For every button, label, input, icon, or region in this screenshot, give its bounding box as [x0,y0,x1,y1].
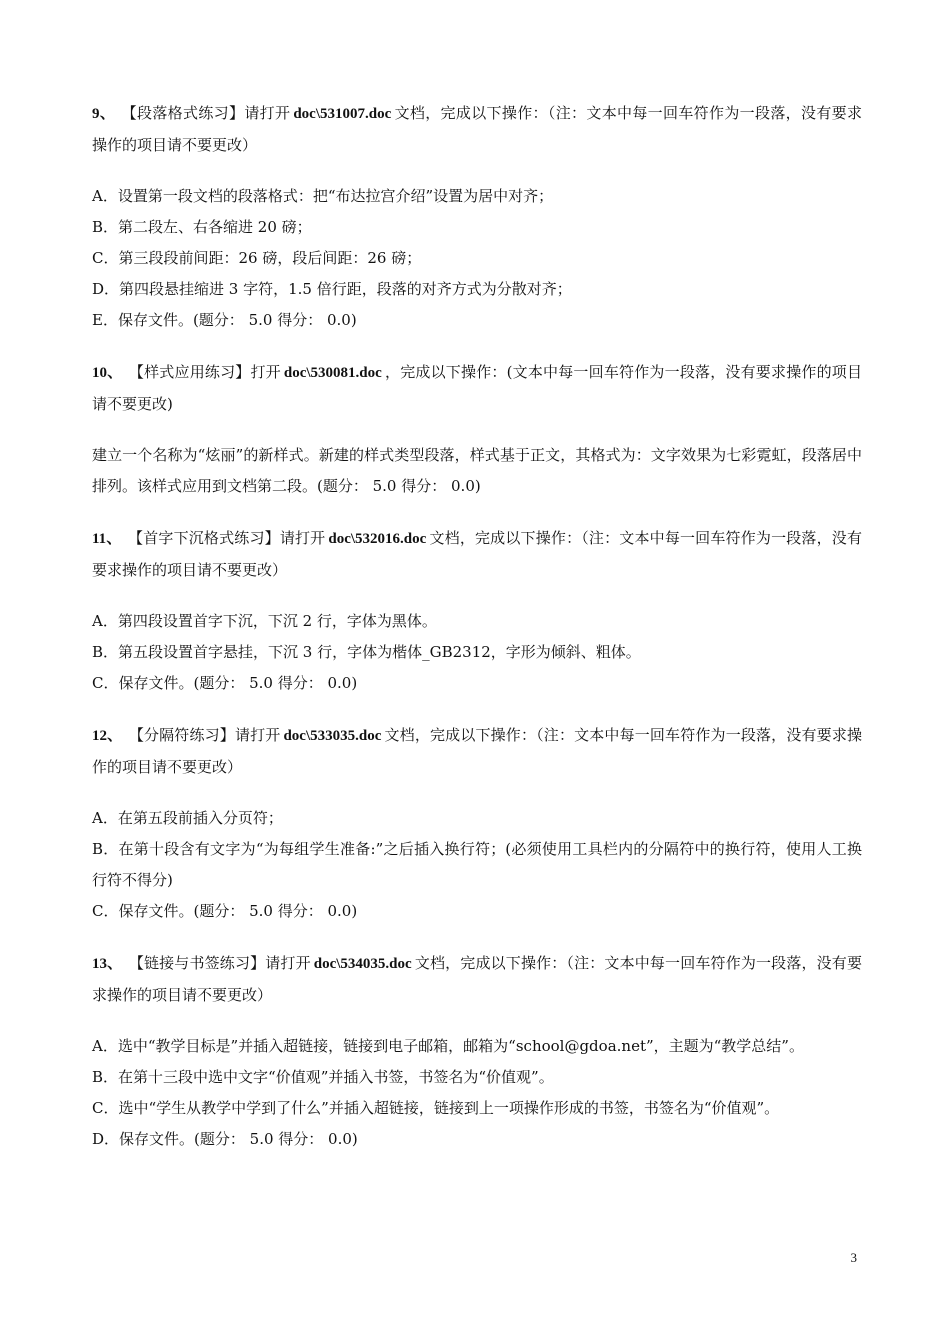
question-file: doc\532016.doc [328,531,427,547]
list-item: A．选中“教学目标是”并插入超链接，链接到电子邮箱，邮箱为“school@gdoa.net”，主题为“教学总结”。 [92,1037,804,1055]
question-number: 9、 [92,106,116,122]
question-file: doc\531007.doc [293,106,392,122]
question-9 [92,98,862,336]
list-item: D．第四段悬挂缩进 3 字符，1.5 倍行距，段落的对齐方式为分散对齐； [92,280,572,298]
question-13 [92,948,862,1155]
document-page [92,98,862,1155]
list-item: C．选中“学生从教学中学到了什么”并插入超链接，链接到上一项操作形成的书签，书签名为“价值观”。 [92,1099,780,1117]
list-item: B．第五段设置首字悬挂，下沉 3 行，字体为楷体_GB2312，字形为倾斜、粗体。 [92,643,641,661]
list-item: 建立一个名称为“炫丽”的新样式。新建的样式类型段落，样式基于正文，其格式为：文字效果为七彩霓虹，段落居中排列。该样式应用到文档第二段。(题分： 5.0 得分： 0.0) [92,446,862,495]
question-tag: 【链接与书签练习】请打开 [136,954,311,972]
question-tag: 【段落格式练习】请打开 [129,104,291,122]
list-item: B．在第十段含有文字为“为每组学生准备:”之后插入换行符；(必须使用工具栏内的分隔符中的换行符，使用人工换行符不得分) [92,840,862,889]
list-item: B．第二段左、右各缩进 20 磅； [92,218,312,236]
list-item: C．保存文件。(题分： 5.0 得分： 0.0) [92,674,358,692]
question-10 [92,357,862,502]
question-instructions: ，完成以下操作：(文本中每一回车符作为一段落，没有要求操作的项目请不要更改) [92,363,862,413]
list-item: A．在第五段前插入分页符； [92,809,283,827]
question-instructions: 文档，完成以下操作：（注：文本中每一回车符作为一段落，没有要求操作的项目请不要更改） [92,104,862,154]
list-item: A．设置第一段文档的段落格式：把“布达拉宫介绍”设置为居中对齐； [92,187,554,205]
question-12 [92,720,862,927]
question-file: doc\530081.doc [283,365,382,381]
question-number: 11、 [92,531,122,547]
question-file: doc\534035.doc [313,956,412,972]
question-heading [92,523,862,586]
question-number: 13、 [92,956,123,972]
question-heading [92,720,862,783]
question-tag: 【首字下沉格式练习】请打开 [135,529,326,547]
page-number: 3 [850,1250,857,1265]
question-number: 12、 [92,728,123,744]
question-heading [92,357,862,420]
question-heading [92,948,862,1011]
question-tag: 【样式应用练习】打开 [136,363,281,381]
list-item: C．第三段段前间距：26 磅，段后间距：26 磅； [92,249,422,267]
list-item: C．保存文件。(题分： 5.0 得分： 0.0) [92,902,358,920]
question-11 [92,523,862,699]
question-instructions: 文档，完成以下操作：（注：文本中每一回车符作为一段落，没有要求操作的项目请不要更改） [92,726,862,776]
list-item: E．保存文件。(题分： 5.0 得分： 0.0) [92,311,357,329]
list-item: A．第四段设置首字下沉，下沉 2 行，字体为黑体。 [92,612,437,630]
question-instructions: 文档，完成以下操作：（注：文本中每一回车符作为一段落，没有要求操作的项目请不要更改） [92,529,862,579]
question-heading [92,98,862,161]
list-item: B．在第十三段中选中文字“价值观”并插入书签，书签名为“价值观”。 [92,1068,554,1086]
question-instructions: 文档，完成以下操作：（注：文本中每一回车符作为一段落，没有要求操作的项目请不要更改） [92,954,862,1004]
question-tag: 【分隔符练习】请打开 [136,726,281,744]
question-number: 10、 [92,365,123,381]
question-file: doc\533035.doc [283,728,382,744]
list-item: D．保存文件。(题分： 5.0 得分： 0.0) [92,1130,358,1148]
